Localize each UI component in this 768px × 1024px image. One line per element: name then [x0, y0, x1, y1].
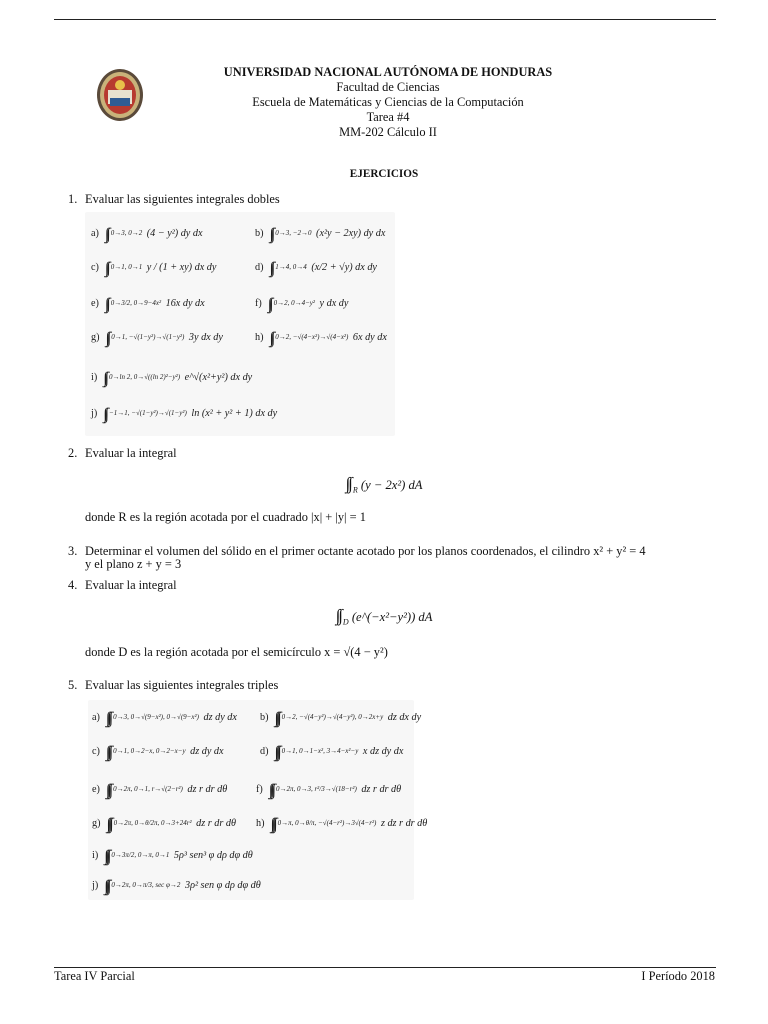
double-integral-c: c) ∫∫ 0→1, 0→1 y / (1 + xy) dx dy	[91, 260, 217, 277]
double-integral-i: i) ∫∫ 0→ln 2, 0→√((ln 2)²−y²) e^√(x²+y²) dx dy	[91, 370, 253, 387]
triple-integral-i: i) ∫∫∫ 0→3π/2, 0→π, 0→1 5ρ³ sen³ φ dρ dφ dθ	[92, 848, 253, 865]
region-label: R	[352, 485, 358, 495]
question-4	[68, 578, 177, 593]
question-1	[68, 192, 280, 207]
double-integral-a: a) ∫∫ 0→3, 0→2 (4 − y²) dy dx	[91, 226, 203, 243]
integral-over-r: ∫∫ $_R$ (y − 2x²) dA	[345, 474, 423, 495]
triple-integral-g: g) ∫∫∫ 0→2π, 0→θ/2π, 0→3+24r² dz r dr dθ	[92, 816, 236, 833]
section-title: EJERCICIOS	[349, 168, 419, 180]
question-number: 4.	[68, 578, 78, 592]
double-integral-g: g) ∫∫ 0→1, −√(1−y²)→√(1−y²) 3y dx dy	[91, 330, 223, 347]
question-2	[68, 446, 177, 461]
triple-integral-b: b) ∫∫∫ 0→2, −√(4−y²)→√(4−y²), 0→2x+y dz dx dy	[260, 710, 422, 727]
faculty-name: Facultad de Ciencias	[336, 80, 440, 95]
question-number: 3.	[68, 544, 78, 558]
footer-rule	[54, 967, 716, 968]
assignment-title: Tarea #4	[366, 110, 410, 125]
double-integrals-figure	[85, 212, 395, 436]
triple-integral-a: a) ∫∫∫ 0→3, 0→√(9−x²), 0→√(9−x²) dz dy dx	[92, 710, 237, 727]
footer-right: I Período 2018	[641, 969, 715, 983]
question-text: Evaluar la integral	[85, 446, 177, 460]
question-number: 5.	[68, 678, 78, 692]
double-integral-b: b) ∫∫ 0→3, −2→0 (x²y − 2xy) dy dx	[255, 226, 386, 243]
double-integral-d: d) ∫∫ 1→4, 0→4 (x/2 + √y) dx dy	[255, 260, 377, 277]
university-name: UNIVERSIDAD NACIONAL AUTÓNOMA DE HONDURAS	[223, 65, 553, 79]
question-3	[68, 544, 646, 559]
university-crest-logo	[96, 68, 144, 122]
region-description: donde D es la región acotada por el semicírculo x = √(4 − y²)	[85, 645, 388, 659]
region-label: D	[342, 617, 349, 627]
integrand: (e^(−x²−y²)) dA	[351, 610, 433, 624]
triple-integral-h: h) ∫∫∫ 0→π, 0→θ/π, −√(4−r²)→3√(4−r²) z dz r dr dθ	[256, 816, 428, 833]
double-integral-j: j) ∫∫ −1→1, −√(1−y²)→√(1−y²) ln (x² + y² + 1) dx dy	[91, 406, 278, 423]
question-number: 2.	[68, 446, 78, 460]
triple-integral-j: j) ∫∫∫ 0→2π, 0→π/3, sec φ→2 3ρ² sen φ dρ dφ dθ	[92, 878, 261, 895]
question-text: Evaluar las siguientes integrales dobles	[85, 192, 280, 206]
course-code: MM-202 Cálculo II	[339, 125, 437, 140]
double-integral-e: e) ∫∫ 0→3/2, 0→9−4x² 16x dy dx	[91, 296, 205, 313]
triple-integral-d: d) ∫∫∫ 0→1, 0→1−x², 3→4−x²−y x dz dy dx	[260, 744, 404, 761]
question-5	[68, 678, 279, 693]
question-text-line-2: y el plano z + y = 3	[85, 557, 182, 571]
triple-integral-f: f) ∫∫∫ 0→2π, 0→3, r²/3→√(18−r²) dz r dr dθ	[256, 782, 402, 799]
top-rule	[54, 19, 716, 20]
integral-over-d: ∫∫ $_D$ (e^(−x²−y²)) dA	[335, 606, 433, 627]
double-integral-f: f) ∫∫ 0→2, 0→4−y² y dx dy	[255, 296, 349, 313]
triple-integrals-figure	[88, 700, 428, 900]
question-text: Evaluar la integral	[85, 578, 177, 592]
document-header	[150, 65, 626, 140]
triple-integral-e: e) ∫∫∫ 0→2π, 0→1, r→√(2−r²) dz r dr dθ	[92, 782, 228, 799]
integrand: (y − 2x²) dA	[360, 478, 423, 492]
region-description: donde R es la región acotada por el cuadrado |x| + |y| = 1	[85, 510, 366, 524]
footer-left: Tarea IV Parcial	[54, 969, 135, 983]
question-text: Evaluar las siguientes integrales triples	[85, 678, 279, 692]
triple-integral-c: c) ∫∫∫ 0→1, 0→2−x, 0→2−x−y dz dy dx	[92, 744, 224, 761]
school-name: Escuela de Matemáticas y Ciencias de la Computación	[252, 95, 524, 110]
question-text-line-1: Determinar el volumen del sólido en el primer octante acotado por los planos coordenados, el cilindro x² + y² = 4	[85, 544, 646, 558]
question-number: 1.	[68, 192, 78, 206]
double-integral-h: h) ∫∫ 0→2, −√(4−x²)→√(4−x²) 6x dy dx	[255, 330, 387, 347]
